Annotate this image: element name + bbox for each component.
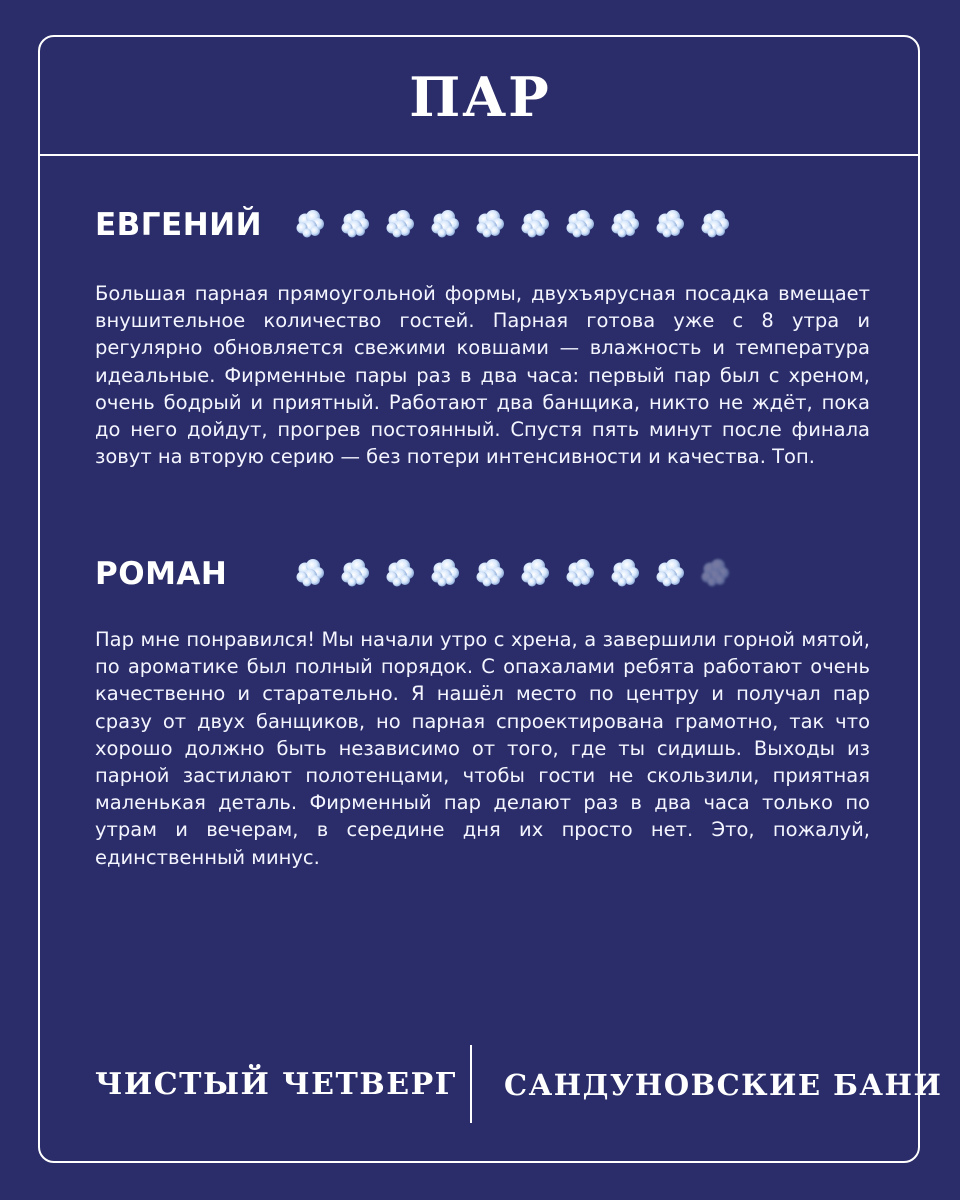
steam-puff-icon [609, 208, 641, 240]
page-title: ПАР [409, 65, 551, 129]
steam-puff-icon [339, 557, 371, 589]
steam-puff-icon [339, 208, 371, 240]
footer-separator [470, 1045, 472, 1123]
steam-puff-icon [474, 557, 506, 589]
steam-puff-icon [654, 208, 686, 240]
steam-puff-icon [384, 208, 416, 240]
steam-puff-icon [429, 208, 461, 240]
steam-puff-icon [564, 208, 596, 240]
footer [0, 1045, 960, 1125]
steam-puff-icon [699, 557, 731, 589]
steam-puff-icon [699, 208, 731, 240]
reviewer-name: ЕВГЕНИЙ [95, 207, 263, 243]
steam-puff-icon [564, 557, 596, 589]
review-header [95, 554, 870, 594]
review-header [95, 205, 870, 245]
steam-puff-icon [519, 208, 551, 240]
brand-sandunovskie-bani: САНДУНОВСКИЕ БАНИ [504, 1068, 943, 1102]
review-section-roman [95, 554, 870, 869]
brand-chistyy-chetverg: ЧИСТЫЙ ЧЕТВЕРГ [95, 1067, 457, 1102]
reviewer-name: РОМАН [95, 556, 228, 592]
steam-puff-icon [294, 208, 326, 240]
steam-puff-icon [474, 208, 506, 240]
steam-rating [294, 208, 731, 240]
steam-rating [294, 557, 731, 589]
review-section-evgeniy [95, 205, 870, 469]
steam-puff-icon [384, 557, 416, 589]
steam-puff-icon [654, 557, 686, 589]
title-divider [39, 154, 920, 156]
steam-puff-icon [294, 557, 326, 589]
steam-puff-icon [609, 557, 641, 589]
steam-puff-icon [519, 557, 551, 589]
review-text: Большая парная прямоугольной формы, двухъярусная посадка вмещает внушительное количество гостей. Парная готова уже с 8 утра и регулярно обновляется свежими ковшами — влажность и температура идеальные. Фирменные пары раз в два часа: первый пар был с хреном, очень бодрый и приятный. Работают два банщика, никто не ждёт, пока до него дойдут, прогрев постоянный. Спустя пять минут после финала зовут на вторую серию — без потери интенсивности и качества. Топ. [95, 282, 870, 469]
review-text: Пар мне понравился! Мы начали утро с хрена, а завершили горной мятой, по ароматике был полный порядок. С опахалами ребята работают очень качественно и старательно. Я нашёл место по центру и получал пар сразу от двух банщиков, но парная спроектирована грамотно, так что хорошо должно быть независимо от того, где ты сидишь. Выходы из парной застилают полотенцами, чтобы гости не скользили, приятная маленькая деталь. Фирменный пар делают раз в два часа только по утрам и вечерам, в середине дня их просто нет. Это, пожалуй, единственный минус. [95, 628, 870, 869]
steam-puff-icon [429, 557, 461, 589]
